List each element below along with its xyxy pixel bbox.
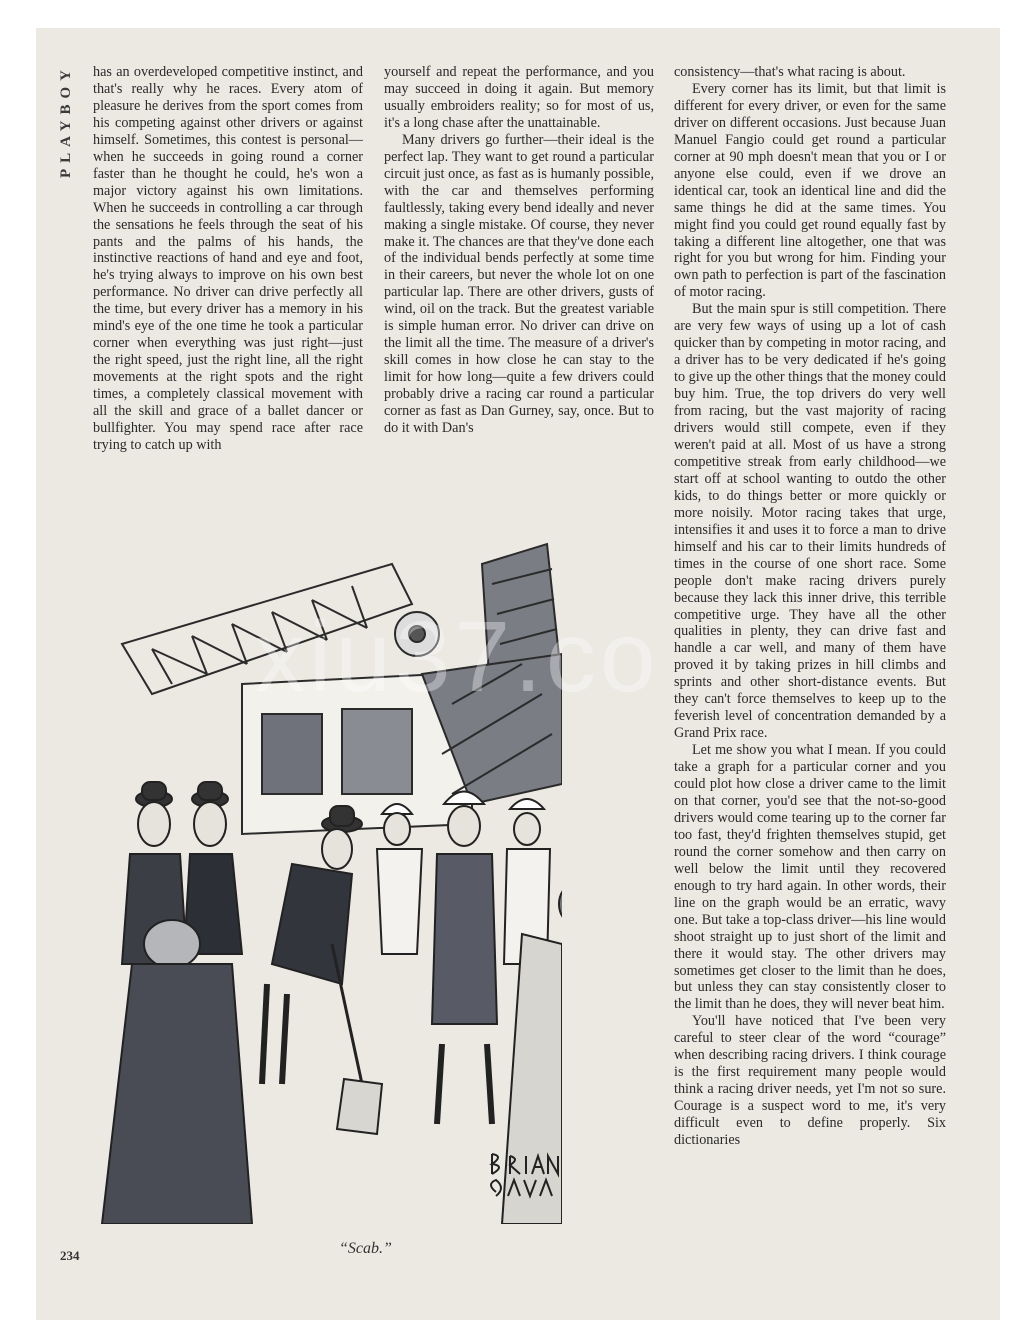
paragraph: has an overdeveloped competitive instinct, and that's really why he races. Every atom of pleasure he derives from the sport comes from his competing against other drivers or against himself. Sometimes, this contest is personal—when he succeeds in going round a corner faster than he thought he could, he's won a major victory against his own limitations. When he succeeds in controlling a car through the sensations he feels through the seat of his pants and the palms of his hands, the instinctive reactions of hand and eye and foot, he's trying always to improve on his own best performance. No driver can drive perfectly all the time, but every driver has a memory in his mind's eye of the one time he took a particular corner when everything was just right—just the right speed, just the right line, all the right movements at the right spots and the right times, a completely classical movement with all the skill and grace of a ballet dancer or bullfighter. You may spend race after race trying to catch up with (93, 64, 363, 453)
paragraph: yourself and repeat the performance, and you may succeed in doing it again. But memory usually embroiders reality; so for most of us, it's a long chase after the unattainable. (384, 64, 654, 131)
paragraph: But the main spur is still competition. There are very few ways of using up a lot of cash quicker than by competing in motor racing, and a driver has to be very dedicated if he's going to give up the other things that the money could buy him. True, the top drivers do very well from racing, but the vast majority of racing drivers would still compete, even if they weren't paid at all. Most of us have a strong competitive streak from early childhood—we start off at school wanting to outdo the other kids, to do things better or more quickly or more noisily. Motor racing takes that urge, intensifies it and uses it to force a man to drive himself and his car to their limits hundreds of times in the course of one short race. Some people don't make racing drivers purely because they lack this inner drive, this terrible competitive urge. They have all the other qualities in plenty, they can drive fast and handle a car well, and many of them have proved it by taking prizes in hill climbs and sprints and other short-distance events. But they can't force themselves to keep up to the feverish level of concentration demanded by a Grand Prix race. (674, 301, 946, 742)
page-number: 234 (60, 1248, 80, 1263)
crane-machine (122, 544, 562, 834)
text-column-2 (384, 64, 654, 437)
watermark-text: xiu37.co (255, 601, 660, 713)
paragraph: consistency—that's what racing is about. (674, 64, 906, 80)
text-column-3 (674, 64, 946, 1149)
paragraph: Many drivers go further—their ideal is the perfect lap. They want to get round a particular circuit just once, as fast as is humanly possible, with the car and themselves performing faultlessly, taking every bend ideally and never making a single mistake. Of course, they never make it. The chances are that they've done each of the individual bends perfectly at some time in their careers, but never the whole lot on one particular lap. There are other drivers, gusts of wind, oil on the track. But the greatest variable is simple human error. No driver can drive on the limit all the time. The measure of a driver's skill comes in how close he can stay to the limit for how long—quite a few drivers could probably drive a racing car round a particular corner as fast as Dan Gurney, say, once. But to do it with Dan's (384, 131, 654, 437)
cartoon-caption: “Scab.” (339, 1240, 392, 1257)
paragraph: Every corner has its limit, but that limit is different for every driver, or even for the same driver on different occasions. Just because Juan Manuel Fangio could get round a particular corner at 90 mph doesn't mean that you or I or anyone else could, even if we drove an identical car, took an identical line and did the same things he did at the same times. You might find you could get round equally fast by taking a different line altogether, one that was right for you but wrong for him. Finding your own path to perfection is part of the fascination of motor racing. (674, 80, 946, 301)
paragraph: Let me show you what I mean. If you could take a graph for a particular corner and you could plot how close a driver came to the limit on that corner, you'd see that the not-so-good drivers would come tearing up to the corner far too fast, they'd frighten themselves stupid, get round the corner somehow and then carry on well below the limit until they recovered enough to try hard again. In other words, their line on the graph would be an erratic, wavy one. But take a top-class driver—his line would shoot straight up to just short of the limit and there it would stay. The other drivers may sometimes get closer to the limit than he does, but unless they can stay consistently closer to the limit than he does, they will never beat him. (674, 742, 946, 1013)
cartoon-illustration (92, 524, 562, 1224)
text-column-1 (93, 64, 363, 454)
masthead-playboy: PLAYBOY (58, 64, 74, 178)
paragraph: You'll have noticed that I've been very careful to steer clear of the word “courage” when describing racing drivers. I think courage is the first requirement many people would think a racing driver needs, yet I'm not so sure. Courage is a suspect word to me, it's very difficult even to define properly. Six dictionaries (674, 1013, 946, 1149)
